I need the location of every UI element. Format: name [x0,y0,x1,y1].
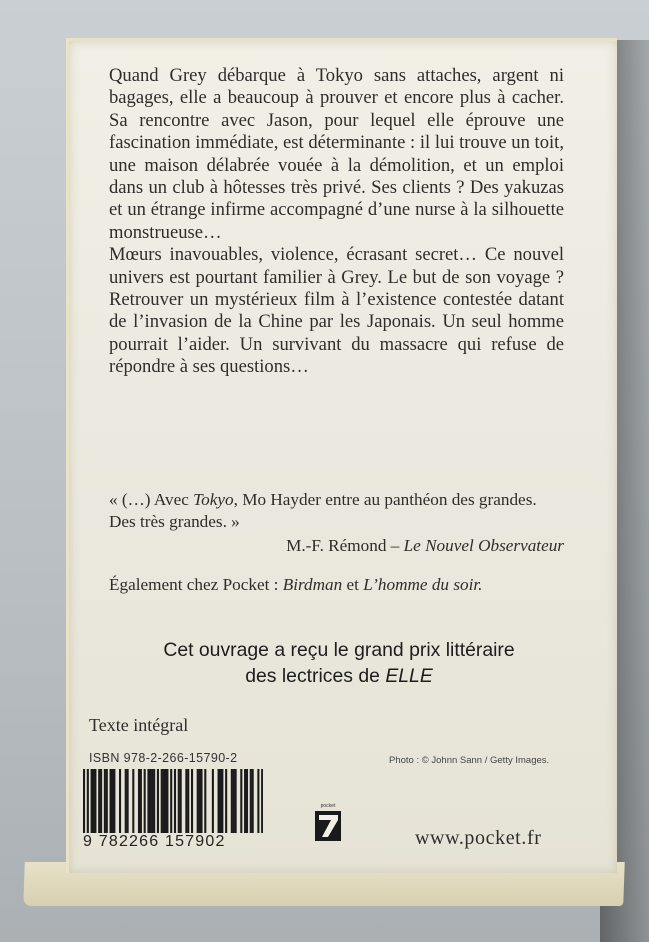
barcode-bar [104,769,106,833]
also-book-1: Birdman [282,575,343,594]
barcode-bar [180,769,182,833]
integral-text-label: Texte intégral [89,715,189,735]
barcode-bar [244,769,246,833]
website-url: www.pocket.fr [415,827,542,849]
prize-line-2-prefix: des lectrices de [245,665,386,687]
prize-line-1: Cet ouvrage a reçu le grand prix littéraire [163,639,515,661]
barcode-bar [140,769,142,833]
barcode-bar [125,769,127,833]
quote-open: « (…) Avec [109,490,194,509]
barcode-bar [246,769,248,833]
also-book-2: L’homme du soir. [363,575,483,594]
prize-line-2 [99,663,579,689]
prize-notice [99,637,579,689]
quote-author: M.-F. Rémond – [286,536,404,555]
barcode-bar [100,769,102,833]
barcode-bar [261,769,263,833]
barcode-bar [113,769,115,833]
barcode-bar [132,769,134,833]
quote-rest: , Mo Hayder entre au panthéon des grandes. Des très grandes. » [109,490,537,531]
barcode-bar [144,769,146,833]
barcode-bar [91,769,93,833]
barcode-bar [149,769,151,833]
pocket-logo-label: pocket [320,803,336,809]
isbn: ISBN 978-2-266-15790-2 [89,751,238,765]
barcode-digits: 9 782266 157902 [83,833,226,850]
barcode-bar [161,769,163,833]
barcode-bar [235,769,237,833]
barcode-bar [212,769,214,833]
barcode-bar [233,769,235,833]
barcode-bar [225,769,227,833]
book-back-cover [66,38,617,873]
barcode-bar [151,769,153,833]
barcode-bar [147,769,149,833]
barcode [83,769,263,851]
press-quote [109,489,564,557]
blurb-paragraph-2: Mœurs inavouables, violence, écrasant secret… Ce nouvel univers est pourtant familier à Grey. Le but de son voyage ? Retrouver un mystérieux film à l’existence contestée datant de l’invasion de la Chine par les Japonais. Un seul homme pourrait l’aider. Un survivant du massacre qui refuse de répondre à ses questions… [109,244,564,378]
barcode-bar [240,769,242,833]
barcode-bar [221,769,223,833]
barcode-bar [200,769,202,833]
barcode-bar [191,769,193,833]
barcode-bar [231,769,233,833]
barcode-bar [170,769,172,833]
barcode-bar [119,769,121,833]
quote-publication: Le Nouvel Observateur [403,536,564,555]
barcode-bar [94,769,96,833]
barcode-bar [204,769,206,833]
quote-title: Tokyo [193,490,234,509]
barcode-bar [166,769,168,833]
barcode-bar [98,769,100,833]
barcode-bar [163,769,165,833]
barcode-bar [185,769,187,833]
barcode-bar [106,769,108,833]
barcode-bar [199,769,201,833]
barcode-bar [252,769,254,833]
barcode-bar [174,769,176,833]
also-by-author [109,575,579,595]
also-and: et [342,575,364,594]
barcode-bar [157,769,159,833]
barcode-bar [111,769,113,833]
barcode-bar [153,769,155,833]
pocket-logo [311,799,345,845]
barcode-bar [92,769,94,833]
pocket-logo-icon [311,799,345,845]
barcode-bar [110,769,112,833]
barcode-bar [83,769,85,833]
barcode-bar [250,769,252,833]
barcode-bar [178,769,180,833]
barcode-bars [83,769,263,833]
barcode-bar [257,769,259,833]
blurb [109,65,564,379]
prize-brand: ELLE [385,665,433,687]
barcode-bar [197,769,199,833]
quote-text [109,489,564,533]
barcode-bar [187,769,189,833]
blurb-paragraph-1: Quand Grey débarque à Tokyo sans attaches, argent ni bagages, elle a beaucoup à prouver et encore plus à cacher. Sa rencontre avec Jason, pour lequel elle éprouve une fascination immédiate, est déterminante : il lui trouve un toit, une maison délabrée vouée à la démolition, et un emploi dans un club à hôtesses très privé. Ses clients ? Des yakuzas et un étrange infirme accompagné d’une nurse à la silhouette monstrueuse… [109,65,564,243]
photo-credit: Photo : © Johnn Sann / Getty Images. [389,755,550,766]
barcode-bar [127,769,129,833]
barcode-bar [164,769,166,833]
barcode-bar [138,769,140,833]
barcode-bar [87,769,89,833]
barcode-bar [218,769,220,833]
barcode-bar [219,769,221,833]
also-prefix: Également chez Pocket : [109,575,283,594]
quote-attribution [109,535,564,557]
